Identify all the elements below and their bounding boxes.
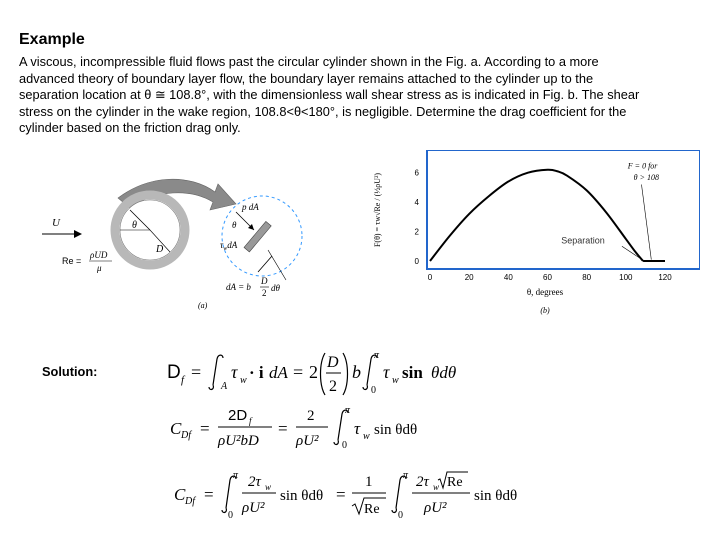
figure-b-caption: (b) (540, 306, 550, 315)
eq1-paren-right (343, 353, 348, 395)
eq2-equals: = (200, 419, 210, 438)
x-tick-group (428, 273, 672, 282)
diameter-label: D (156, 244, 164, 255)
x-tick-label: 20 (464, 273, 474, 282)
eq2-rhs-den: ρU² (296, 433, 319, 449)
shear-w-sub: w (223, 246, 228, 252)
eq3-frac1-num-sub: w (265, 482, 272, 492)
eq2-w-sub: w (363, 431, 370, 442)
eq2-lhs-den: ρU²bD (218, 433, 259, 449)
chart-frame (427, 150, 700, 269)
reynolds-label: Re = (62, 256, 82, 266)
eq1-b: b (352, 362, 361, 382)
eq3-Df-sub: Df (185, 496, 195, 507)
eq1-w-sub-2: w (392, 375, 399, 386)
area-frac-num: D (261, 276, 268, 286)
annotation-zero-shear: F = 0 for (627, 161, 658, 171)
eq3-equals-1: = (204, 485, 214, 504)
shear-curve (430, 170, 643, 261)
figure-a-cylinder-diagram (40, 160, 330, 320)
example-title: Example (19, 31, 85, 48)
eq3-zero-sub-2: 0 (398, 510, 403, 521)
x-tick-label: 100 (619, 273, 633, 282)
eq2-pi-sup: π (345, 405, 351, 416)
y-axis-label: F(θ) = τw√Re / (½ρU²) (373, 172, 382, 248)
area-frac-den: 2 (262, 288, 267, 298)
eq2-rhs-num: 2 (307, 408, 315, 424)
eq2-tail: sin θdθ (374, 422, 418, 438)
annotation-leader-line (642, 184, 652, 259)
eq2-lhs-num: 2D (228, 407, 248, 424)
solution-label: Solution: (42, 364, 98, 379)
x-tick-label: 80 (582, 273, 592, 282)
eq3-frac1-num: 2τ (248, 474, 261, 490)
eq2-C: C (170, 419, 182, 438)
eq3-integral-2 (392, 476, 406, 512)
y-tick-label: 2 (414, 227, 419, 237)
eq3-pi-sup-1: π (233, 470, 239, 481)
x-tick-label: 0 (427, 273, 433, 282)
eq1-theta-dtheta: θdθ (431, 363, 457, 382)
eq1-tau-2: τ (383, 362, 390, 382)
eq3-zero-sub-1: 0 (228, 510, 233, 521)
eq1-zero-sub: 0 (371, 385, 376, 396)
eq3-integral-1 (222, 476, 236, 512)
eq1-D: D (167, 362, 181, 383)
area-label: dA = b (226, 282, 251, 292)
problem-statement (19, 54, 703, 137)
theta-detail-label: θ (232, 220, 237, 230)
eq1-f-sub: f (181, 374, 185, 386)
reynolds-denominator: μ (97, 263, 102, 273)
velocity-arrowhead (74, 230, 82, 238)
figure-b-shear-chart (370, 150, 700, 320)
eq3-frac2-re: Re (447, 475, 463, 490)
eq1-A-sub: A (221, 381, 228, 392)
statement-line: A viscous, incompressible fluid flows past the circular cylinder shown in the Fig. a. According to a more (19, 54, 599, 69)
eq1-paren-left (321, 353, 326, 395)
eq1-dA: dA (269, 363, 288, 382)
eq1-frac-num: D (327, 354, 339, 371)
area-dtheta: dθ (271, 283, 280, 293)
y-tick-label: 0 (414, 257, 419, 266)
eq3-C: C (174, 485, 186, 504)
eq1-frac-den: 2 (329, 378, 337, 395)
eq2-lhs-num-sub: f (249, 416, 252, 426)
eq3-re: Re (364, 502, 380, 517)
equation-drag-coefficient (168, 402, 498, 452)
eq3-equals-2: = (336, 485, 346, 504)
shear-force-label (220, 240, 238, 252)
eq2-Df-sub: Df (181, 430, 191, 441)
eq3-pi-sup-2: π (403, 470, 409, 481)
eq3-tail-2: sin θdθ (474, 488, 518, 504)
eq1-w-sub: w (240, 375, 247, 386)
separation-label: Separation (561, 235, 605, 246)
eq1-two: 2 (309, 362, 318, 382)
eq1-pi-sup: π (374, 350, 380, 361)
shear-dA: dA (227, 240, 238, 250)
y-tick-label: 6 (414, 168, 419, 178)
theta-label: θ (132, 220, 137, 231)
eq3-frac1-den: ρU² (242, 500, 265, 516)
x-tick-label: 40 (503, 273, 513, 282)
velocity-label: U (52, 217, 60, 229)
x-tick-label: 120 (658, 273, 672, 282)
pressure-force-label: p dA (242, 202, 259, 212)
eq2-tau: τ (354, 419, 361, 438)
eq1-tau: τ (231, 362, 238, 382)
eq3-frac2-num: 2τ (416, 474, 429, 490)
equation-drag-coefficient-reynolds (172, 468, 552, 524)
statement-line: stress on the cylinder in the wake region, 108.8<θ<180°, is negligible. Determine the drag coefficient for the (19, 103, 627, 119)
reynolds-numerator: ρUD (90, 250, 108, 260)
eq2-zero-sub: 0 (342, 440, 347, 451)
y-tick-group (415, 169, 420, 266)
statement-line: separation location at θ ≅ 108.8°, with the dimensionless wall shear stress as is indicated in Fig. b. The shear (19, 87, 640, 102)
eq1-dot-i: · i (249, 363, 264, 382)
eq1-equals: = (191, 362, 202, 382)
statement-line: cylinder based on the friction drag only. (19, 120, 241, 135)
annotation-condition: θ > 108 (633, 173, 659, 183)
x-axis-label: θ, degrees (526, 287, 564, 297)
eq1-equals-2: = (293, 362, 304, 382)
eq3-one: 1 (365, 474, 373, 490)
eq1-sin: sin (402, 363, 423, 382)
shear-tau: τ (220, 240, 224, 250)
equation-drag-force (165, 345, 495, 400)
y-tick-label: 4 (414, 198, 419, 208)
eq3-frac2-num-sub: w (433, 482, 440, 492)
x-tick-label: 60 (543, 273, 552, 282)
shear-arrow (258, 256, 272, 272)
statement-line: advanced theory of boundary layer flow, the boundary layer remains attached to the cylinder up to the (19, 70, 594, 86)
figure-a-caption: (a) (198, 301, 208, 310)
surface-element (244, 221, 271, 252)
eq2-equals-2: = (278, 419, 288, 438)
eq3-tail-1: sin θdθ (280, 488, 324, 504)
eq3-frac2-den: ρU² (424, 500, 447, 516)
